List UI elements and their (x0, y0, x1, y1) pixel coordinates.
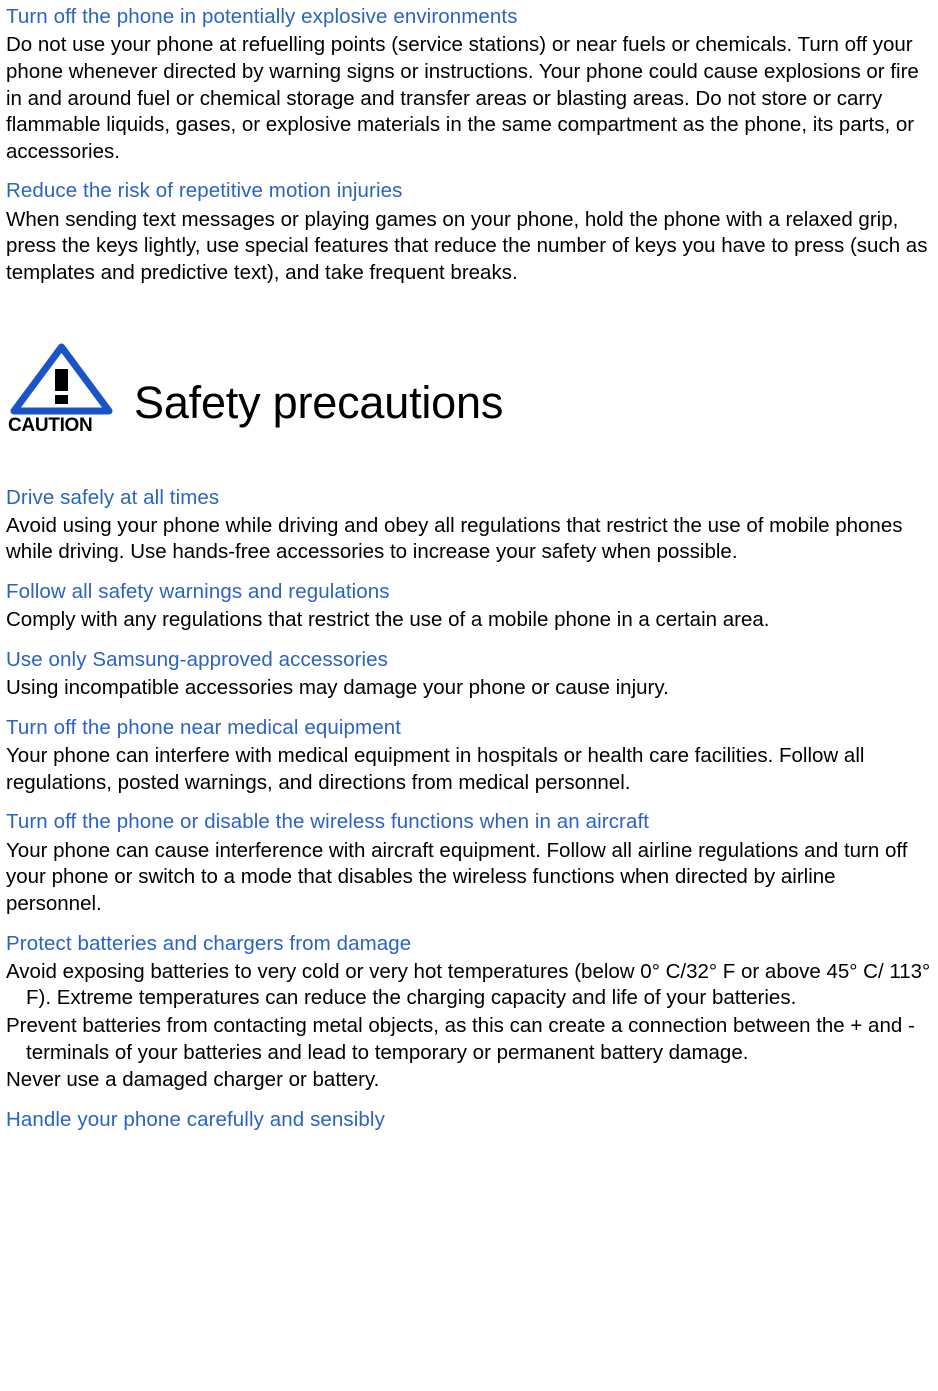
section-heading-approved-accessories: Use only Samsung-approved accessories (6, 647, 388, 671)
paragraph-repetitive-motion: When sending text messages or playing games on your phone, hold the phone with a relaxed grip, press the keys lightly, use special features that reduce the number of keys you have to press (such as templates and predictive text), and take frequent breaks. (6, 207, 928, 284)
paragraph-battery-temperatures: Avoid exposing batteries to very cold or very hot temperatures (below 0° C/32° F or above 45° C/ 113° F). Extreme temperatures can reduce the charging capacity and life of your batteries. (6, 959, 931, 1010)
section-heading-safety-warnings: Follow all safety warnings and regulations (6, 580, 390, 604)
section-heading-handle-phone: Handle your phone carefully and sensibly (6, 1107, 385, 1131)
paragraph-aircraft: Your phone can cause interference with aircraft equipment. Follow all airline regulations and turn off your phone or switch to a mode that disables the wireless functions when directed by airline personnel. (6, 838, 908, 915)
paragraph-explosive-environments: Do not use your phone at refuelling points (service stations) or near fuels or chemicals. Turn off your phone whenever directed by warning signs or instructions. Your phone could cause explosions or fire in and around fuel or chemical storage and transfer areas or blasting areas. Do not store or carry flammable liquids, gases, or explosive materials in the same compartment as the phone, its parts, or accessories. (6, 33, 919, 163)
section-heading-repetitive-motion: Reduce the risk of repetitive motion injuries (6, 179, 403, 203)
section-heading-drive-safely: Drive safely at all times (6, 485, 220, 509)
paragraph-safety-warnings: Comply with any regulations that restrict the use of a mobile phone in a certain area. (6, 608, 770, 632)
vertical-spacer (6, 289, 932, 343)
section-heading-batteries-chargers: Protect batteries and chargers from damage (6, 931, 412, 955)
section-heading-explosive-environments: Turn off the phone in potentially explosive environments (6, 5, 518, 28)
warning-triangle-exclamation-icon (8, 343, 113, 415)
caution-label: CAUTION (8, 414, 93, 436)
paragraph-battery-damaged-charger: Never use a damaged charger or battery. (6, 1068, 380, 1092)
chapter-title-row (6, 343, 932, 435)
section-heading-medical-equipment: Turn off the phone near medical equipment (6, 715, 401, 739)
chapter-title: Safety precautions (134, 376, 504, 428)
section-heading-aircraft: Turn off the phone or disable the wireless functions when in an aircraft (6, 810, 650, 834)
paragraph-medical-equipment: Your phone can interfere with medical equipment in hospitals or health care facilities. Follow all regulations, posted warnings, and directions from medical personnel. (6, 744, 865, 794)
paragraph-battery-metal-objects: Prevent batteries from contacting metal objects, as this can create a connection between the + and - terminals of your batteries and lead to temporary or permanent battery damage. (6, 1014, 915, 1064)
paragraph-drive-safely: Avoid using your phone while driving and obey all regulations that restrict the use of mobile phones while driving. Use hands-free accessories to increase your safety when possible. (6, 513, 903, 564)
paragraph-approved-accessories: Using incompatible accessories may damage your phone or cause injury. (6, 676, 669, 700)
caution-mark (8, 343, 128, 435)
chapter-title-gap (6, 441, 932, 485)
